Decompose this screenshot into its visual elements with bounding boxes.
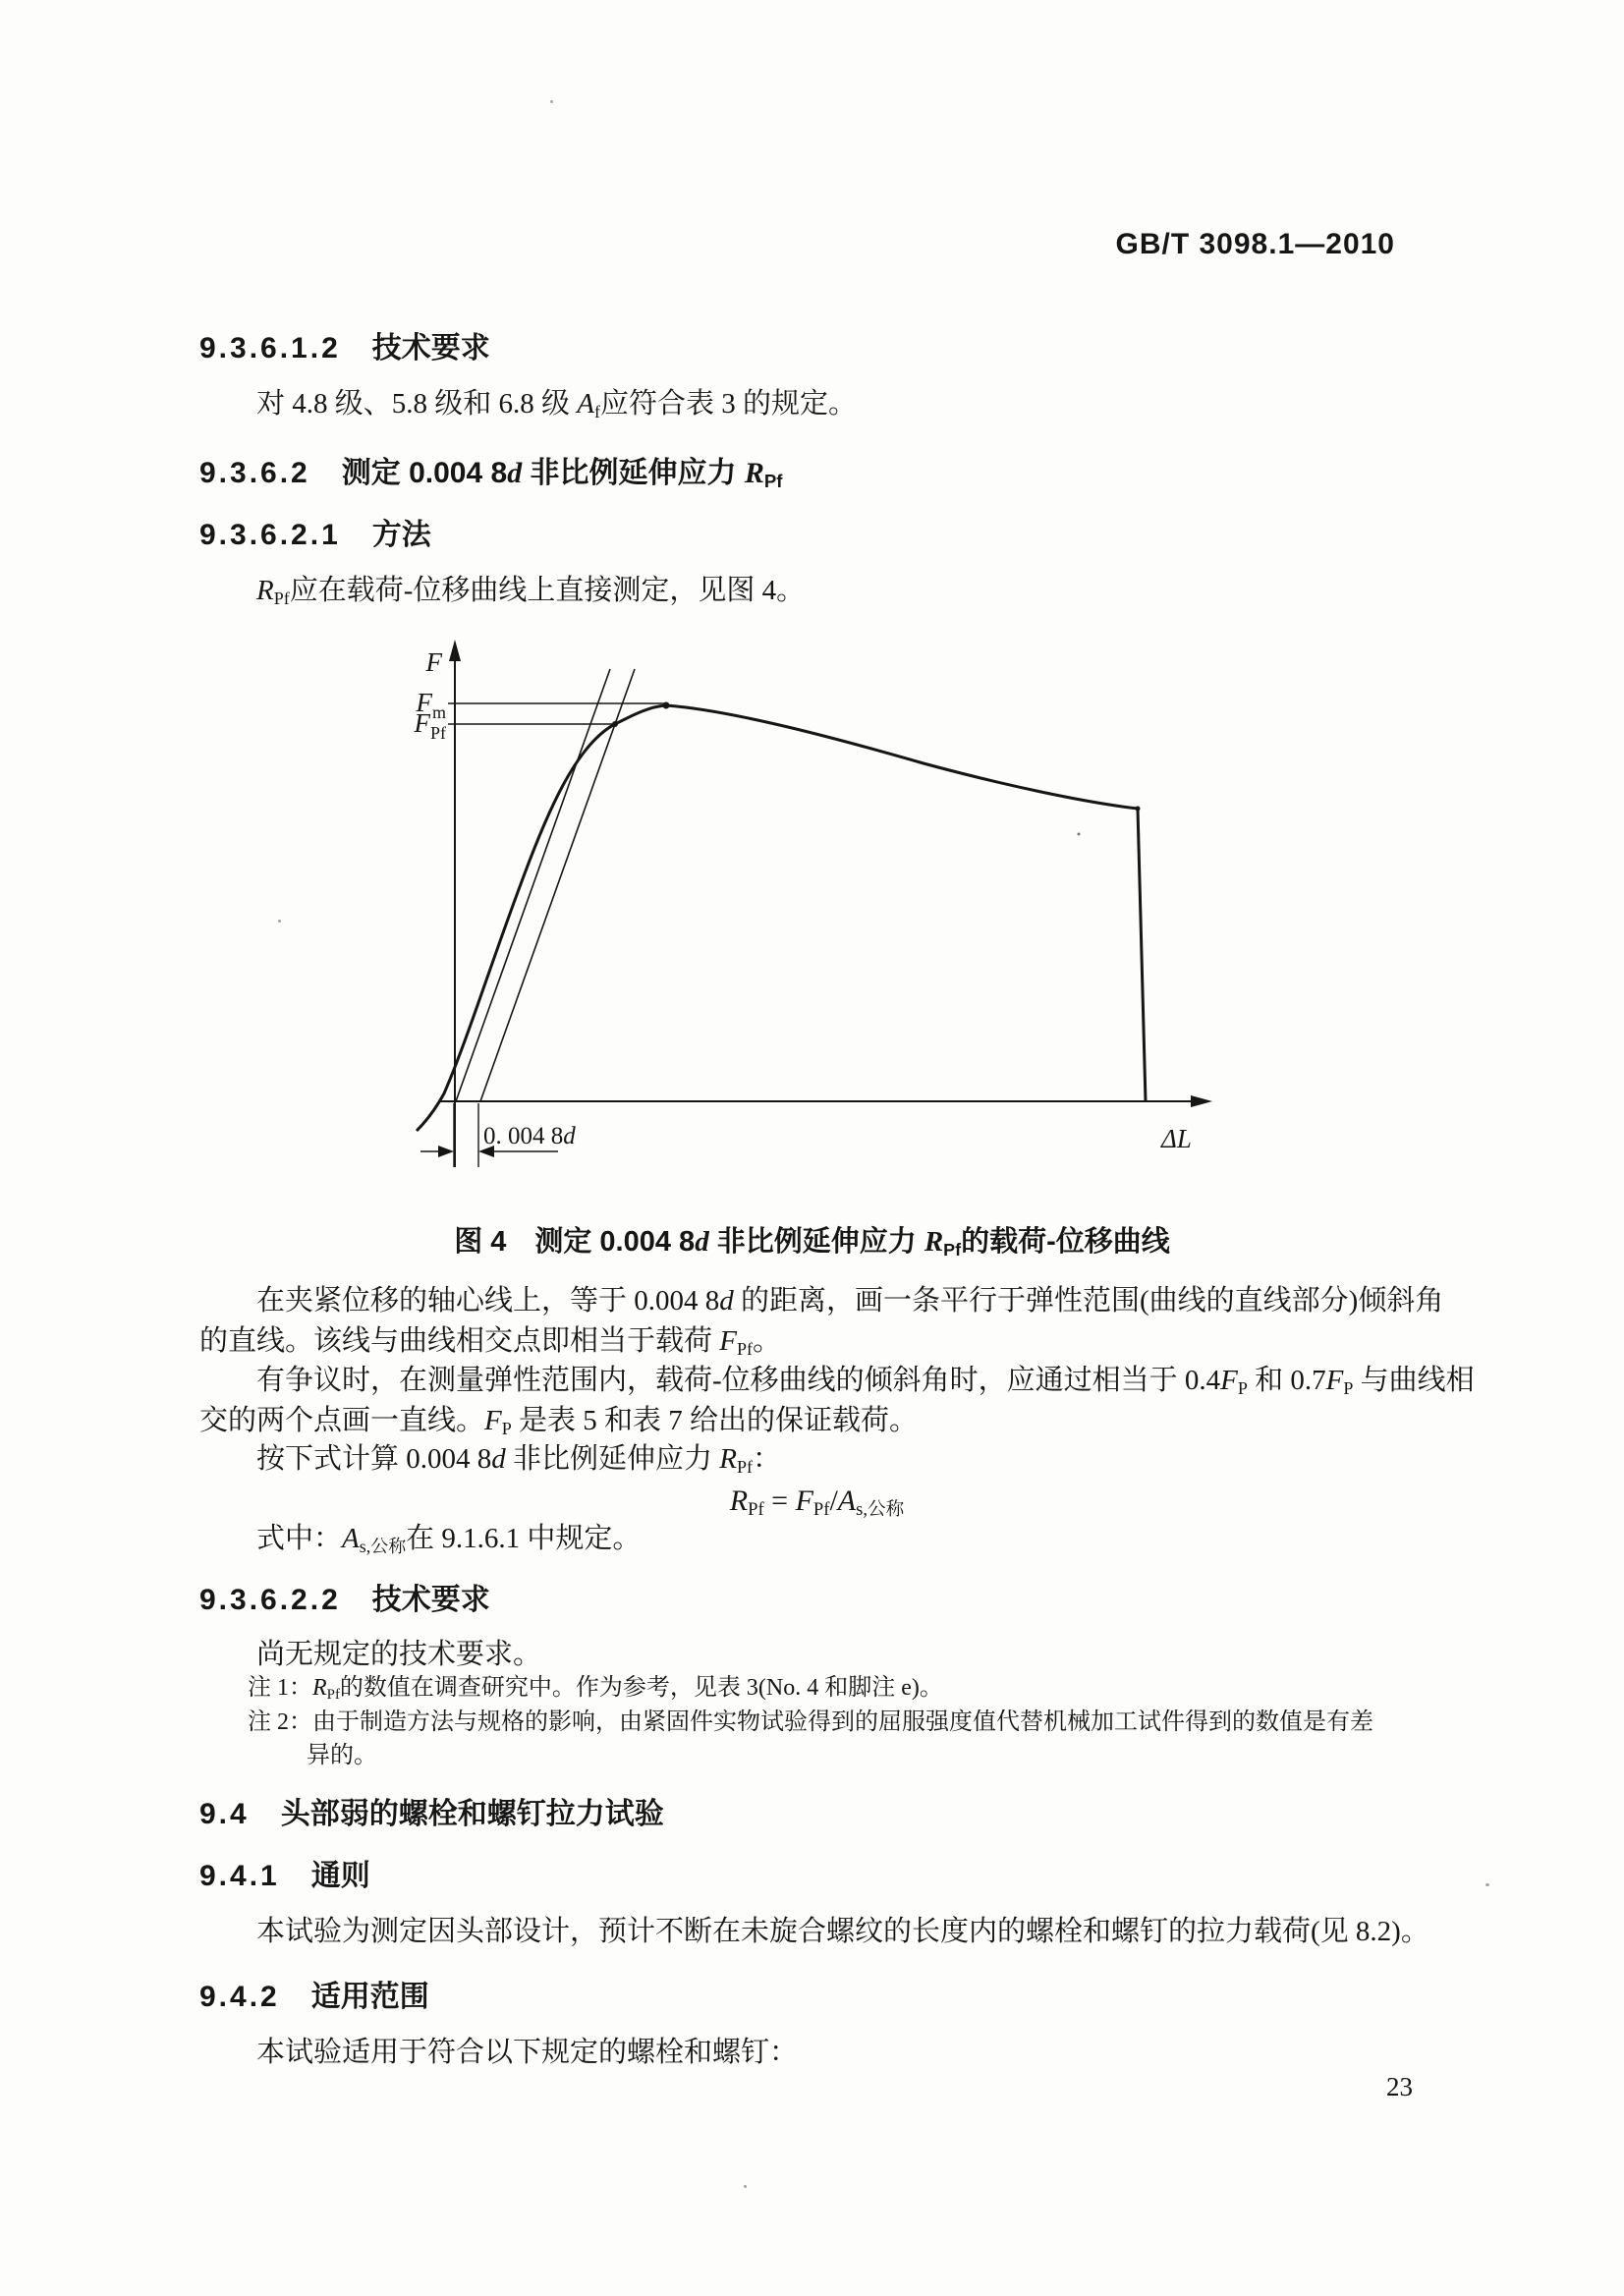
offset-dimension-label: 0. 004 8d: [483, 1123, 576, 1149]
offset-parallel-line: [480, 669, 635, 1101]
page-number: 23: [1386, 2072, 1413, 2101]
paragraph-method: $R_{Pf}$应在载荷-位移曲线上直接测定，见图 4。: [256, 575, 806, 609]
doc-number: GB/T 3098.1—2010: [1115, 228, 1395, 260]
elastic-slope-line: [456, 669, 610, 1101]
section-number: 9.4.2: [199, 1981, 280, 2013]
section-title: 通则: [310, 1860, 370, 1892]
paragraph-scope: 本试验适用于符合以下规定的螺栓和螺钉：: [256, 2037, 799, 2068]
section-heading-9.4: [199, 1789, 664, 1832]
fm-label: $F_m$: [416, 688, 446, 722]
section-title: 头部弱的螺栓和螺钉拉力试验: [280, 1798, 664, 1830]
scan-speck: [1078, 833, 1081, 836]
section-heading-9.3.6.2.1: [199, 510, 431, 553]
text-line: 交的两个点画一直线。$F_P$ 是表 5 和表 7 给出的保证载荷。: [199, 1405, 918, 1439]
text-line: 有争议时，在测量弹性范围内，载荷-位移曲线的倾斜角时，应通过相当于 $0.4F_P$ 和 $0.7F_P$ 与曲线相: [256, 1365, 1475, 1399]
paragraph-calc-intro: 按下式计算 0.004 8d 非比例延伸应力 $R_{Pf}$：: [256, 1443, 781, 1478]
text-line: 的直线。该线与曲线相交点即相当于载荷 $F_{Pf}$。: [199, 1325, 781, 1360]
paragraph-general: 本试验为测定因头部设计，预计不断在未旋合螺纹的长度内的螺栓和螺钉的拉力载荷(见 8.2)。: [256, 1916, 1429, 1947]
section-title: 测定 0.004 8d 非比例延伸应力 $R_{Pf}$: [341, 457, 783, 492]
formula-rpf: $R_{Pf} = F_{Pf}/A_{s,公称}$: [729, 1484, 905, 1521]
section-heading-9.3.6.2: [199, 448, 782, 491]
section-number: 9.3.6.1.2: [199, 332, 341, 364]
fm-point: [663, 702, 670, 709]
paragraph-grades: 对 4.8 级、5.8 级和 6.8 级 $A_f$应符合表 3 的规定。: [256, 388, 857, 422]
x-axis-label: ΔL: [1161, 1124, 1192, 1153]
section-heading-9.4.2: [199, 1972, 429, 2015]
scan-speck: [744, 2185, 747, 2188]
fpf-point: [612, 721, 618, 727]
scan-speck: [1485, 1883, 1489, 1886]
figure-caption: 图 4 测定 0.004 8d 非比例延伸应力 $R_{Pf}$的载荷-位移曲线: [454, 1226, 1170, 1260]
section-number: 9.4: [199, 1798, 250, 1830]
text-line: 注 2：由于制造方法与规格的影响，由紧固件实物试验得到的屈服强度值代替机械加工试件得到的数值是有差: [248, 1709, 1373, 1735]
load-displacement-chart: [393, 634, 1238, 1184]
scan-speck: [550, 100, 553, 103]
y-axis-arrow-icon: [449, 640, 461, 661]
section-heading-9.3.6.1.2: [199, 323, 490, 366]
text-line: 在夹紧位移的轴心线上，等于 0.004 8d 的距离，画一条平行于弹性范围(曲线的直线部分)倾斜角: [256, 1285, 1444, 1316]
paragraph-construction: [199, 1281, 1443, 1362]
section-number: 9.4.1: [199, 1860, 280, 1892]
y-axis-label: F: [425, 647, 442, 677]
note-1: 注 1：$R_{Pf}$的数值在调查研究中。作为参考，见表 3(No. 4 和脚注 e)。: [248, 1675, 943, 1704]
paragraph-no-requirement: 尚无规定的技术要求。: [256, 1639, 542, 1670]
section-number: 9.3.6.2.1: [199, 519, 341, 551]
section-title: 技术要求: [371, 332, 490, 364]
paragraph-where: 式中：$A_{s,公称}$在 9.1.6.1 中规定。: [256, 1523, 642, 1557]
scan-speck: [278, 920, 281, 923]
text-line: 异的。: [307, 1743, 377, 1768]
dimension-arrow-right-icon: [438, 1146, 454, 1157]
section-number: 9.3.6.2.2: [199, 1584, 341, 1616]
section-title: 适用范围: [310, 1981, 429, 2013]
fpf-label: $F_{Pf}$: [414, 708, 446, 743]
load-curve: [417, 705, 1146, 1131]
fracture-point: [1136, 807, 1141, 812]
section-number: 9.3.6.2: [199, 457, 310, 489]
section-heading-9.3.6.2.2: [199, 1575, 490, 1618]
figure-4: [393, 634, 1238, 1189]
x-axis-arrow-icon: [1191, 1095, 1212, 1107]
section-heading-9.4.1: [199, 1851, 370, 1894]
note-2: [248, 1706, 1373, 1772]
section-title: 方法: [371, 519, 431, 551]
paragraph-dispute: [199, 1361, 1475, 1441]
section-title: 技术要求: [371, 1584, 490, 1616]
